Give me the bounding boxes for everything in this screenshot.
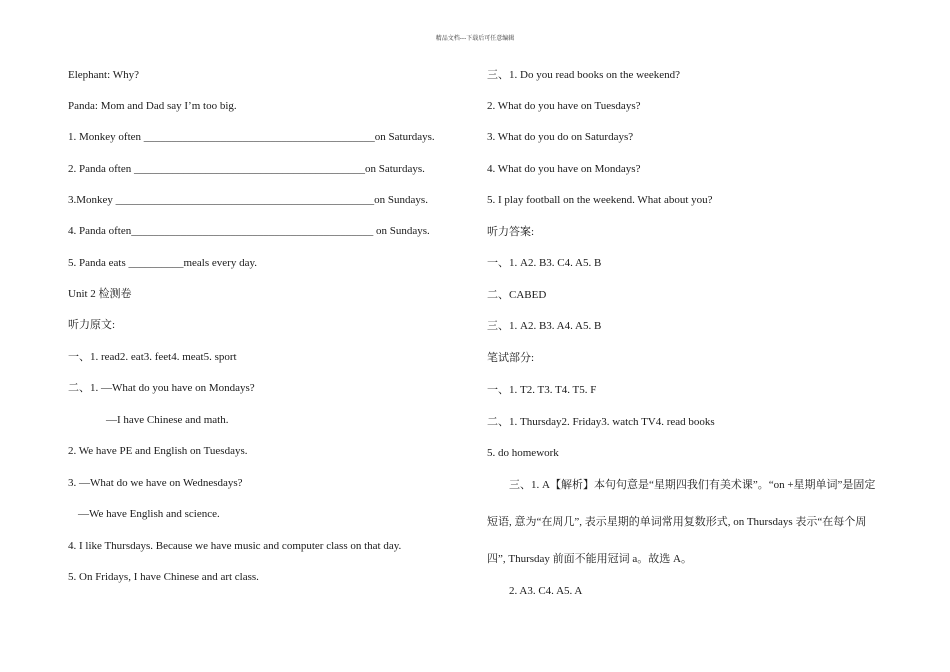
- answer-line: 5. do homework: [487, 447, 559, 459]
- text-line: Elephant: Why?: [68, 69, 139, 81]
- text-line: 3. —What do we have on Wednesdays?: [68, 477, 243, 489]
- text-line: 3. What do you do on Saturdays?: [487, 131, 634, 143]
- text-line: —We have English and science.: [78, 508, 220, 520]
- fill-blank-line: 1. Monkey often __________________________________________on Saturdays.: [68, 131, 435, 143]
- explanation-line: 四”, Thursday 前面不能用冠词 a。故选 A。: [487, 553, 693, 565]
- fill-blank-line: 3.Monkey _______________________________________________on Sundays.: [68, 194, 428, 206]
- text-line: 2. What do you have on Tuesdays?: [487, 100, 641, 112]
- answer-line: 一、1. A2. B3. C4. A5. B: [487, 257, 602, 269]
- text-line: 4. I like Thursdays. Because we have music and computer class on that day.: [68, 540, 402, 552]
- fill-blank-line: 4. Panda often____________________________________________ on Sundays.: [68, 225, 430, 237]
- answer-line: 二、CABED: [487, 289, 547, 301]
- answer-line: 2. A3. C4. A5. A: [509, 585, 583, 597]
- text-line: Panda: Mom and Dad say I’m too big.: [68, 100, 237, 112]
- fill-blank-line: 2. Panda often __________________________________________on Saturdays.: [68, 163, 425, 175]
- text-line: 2. We have PE and English on Tuesdays.: [68, 445, 248, 457]
- section-label: 听力答案:: [487, 226, 535, 238]
- section-title: Unit 2 检测卷: [68, 288, 132, 300]
- fill-blank-line: 5. Panda eats __________meals every day.: [68, 257, 257, 269]
- section-label: 笔试部分:: [487, 352, 535, 364]
- answer-line: 一、1. T2. T3. T4. T5. F: [487, 384, 597, 396]
- text-line: 4. What do you have on Mondays?: [487, 163, 641, 175]
- explanation-line: 短语, 意为“在周几”, 表示星期的单词常用复数形式, on Thursdays 表示“在每个周: [487, 516, 867, 528]
- text-line: 5. I play football on the weekend. What about you?: [487, 194, 713, 206]
- text-line: —I have Chinese and math.: [106, 414, 229, 426]
- page-header: 精品文档---下载后可任意编辑: [435, 35, 515, 42]
- section-label: 听力原文:: [68, 319, 116, 331]
- answer-line: 三、1. A2. B3. A4. A5. B: [487, 320, 602, 332]
- answer-line: 二、1. Thursday2. Friday3. watch TV4. read books: [487, 416, 715, 428]
- explanation-line: 三、1. A【解析】本句句意是“星期四我们有美术课”。“on +星期单词”是固定: [509, 479, 876, 491]
- text-line: 三、1. Do you read books on the weekend?: [487, 69, 681, 81]
- text-line: 5. On Fridays, I have Chinese and art class.: [68, 571, 259, 583]
- text-line: 一、1. read2. eat3. feet4. meat5. sport: [68, 351, 237, 363]
- text-line: 二、1. —What do you have on Mondays?: [68, 382, 255, 394]
